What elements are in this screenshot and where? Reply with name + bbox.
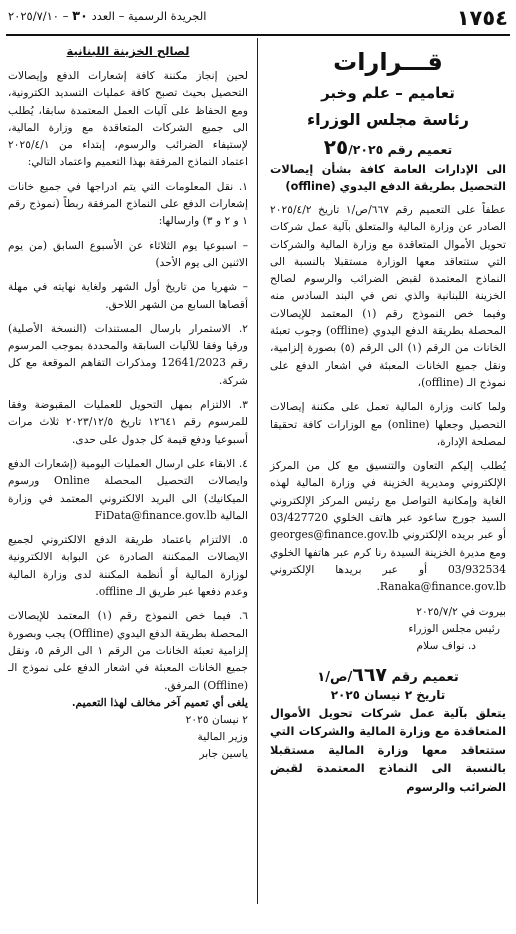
item-4: ٤. الابقاء على ارسال العمليات اليومية (إشعارات الدفع وايصالات التحصيل المحصلة Online ورسوم الميكانيك) الى البريد الالكتروني المعتمد في وزارة المالية FiData@finance.gov.lb [8,456,248,522]
closing-statement: يلغى أي تعميم آخر مخالف لهذا التعميم. [71,695,248,709]
item-1: ١. نقل المعلومات التي يتم ادراجها في جميع خانات إشعارات الدفع على النماذج المرفقة ربطاً (نموذج رقم ١ و ٢ و ٣) وارسالها: [8,179,248,228]
circular-2-title: يتعلق بآلية عمل شركات تحويل الأموال المتعاقدة مع وزارة المالية والشركات التي ستتعاقد معها وزارة المالية مستقبلا بالنسبة الى النماذج المعتمدة لقبض الضرائب والرسوم [270,705,506,794]
circular-2-date: تاريخ ٢ نيسان ٢٠٢٥ [330,687,446,702]
gazette-issue-info [8,9,206,24]
item-2: ٢. الاستمرار بارسال المستندات (النسخة الأصلية) ورقيا وفقا للآليات السابقة والمحددة بموجب المرسوم رقم 12641/2023 ومذكرات التفاهم الموقعة مع كل شركة. [8,321,249,387]
continued-heading: لصالح الخزينة اللبنانية [66,44,190,58]
left-signer-title: وزير المالية [197,730,248,744]
paragraph-1: عطفاً على التعميم رقم ٦٦٧/ص/١ تاريخ ٢٠٢٥/٤/٢ الصادر عن وزارة المالية والمتعلق بآلية عمل شركات تحويل الأموال المتعاقدة مع وزارة المالية والشركات التي ستتعاقد معها الوزارة مستقبلا بالنسبة الى النماذج المعتمدة لقبض الضرائب والرسوم لصالح الخزينة اللبنانية والذي نص في البند السادس منه وفيما خص النموذج رقم (١) المعتمد للإيصالات المحصلة بطريقة الدفع اليدوي (offline) وجوب تعبئة الخانات من الرقم (١) الى الرقم (٥) بصورة إلزامية، ونقل جميع الخانات المعبئة في اشعار الدفع على نموذج الـ (offline)، [270,203,507,389]
paragraph-3: يُطلب إليكم التعاون والتنسيق مع كل من المركز الإلكتروني ومديرية الخزينة في وزارة المالية لهذه الغاية وإمكانية التواصل مع رئيس المركز الإلكتروني السيد جورج ساعود عبر هاتف الخلوي 03/427720 أو عبر بريده الإلكتروني georges@finance.gov.lb ومع مديرة الخزينة السيدة رنا كرم عبر هاتفها الخلوي 03/932534 أو عبر بريدها الإلكتروني Ranaka@finance.gov.lb. [270,459,506,594]
item-1-weekly: – اسبوعيا يوم الثلاثاء عن الأسبوع السابق (من يوم الاثنين الى يوم الأحد) [8,238,248,269]
left-signer-name: ياسين جابر [199,747,248,761]
signer-title: رئيس مجلس الوزراء [408,621,500,635]
circular-year: /٢٠٢٥ [348,142,384,157]
item-6: ٦. فيما خص النموذج رقم (١) المعتمد للإيصالات المحصلة بطريقة الدفع اليدوي (Offline) يجب وبصورة إلزامية تعبئة الخانات من الرقم ١ الى الرقم ٥، ونقل جميع الخانات المعبئة في اشعار الدفع على نموذج الـ (Offline) المرفق. [7,609,249,692]
office-title: رئاسة مجلس الوزراء [307,110,469,129]
page-header [0,0,516,38]
issue-number: ٣٠ [72,9,88,24]
header-rule [6,34,510,36]
circular-2-prefix: تعميم رقم [391,669,459,685]
left-column [8,44,248,762]
circular-prefix: تعميم رقم [387,142,453,157]
column-divider [257,38,258,904]
issue-date: – ٢٠٢٥/٧/١٠ [8,9,69,23]
circular-2-number [270,664,506,686]
circular-2-num: ٦٦٧ [352,663,388,686]
circular-number [270,135,506,159]
item-3: ٣. الالتزام بمهل التحويل للعمليات المقبوضة وفقا للمرسوم رقم ١٢٦٤١ تاريخ ٢٠٢٣/١٢/٥ ثلاث مرات أسبوعيا ودفع قيمة كل جدول على حدى. [8,398,248,446]
left-date: ٢ نيسان ٢٠٢٥ [185,713,248,727]
page-number: ١٧٥٤ [456,6,508,30]
subsection-title: تعاميم – علم وخبر [321,84,455,102]
circular-heading: الى الإدارات العامة كافة بشأن إيصالات التحصيل بطريقة الدفع اليدوي (offline) [270,163,506,193]
right-column [270,44,506,797]
signer-name: د. نواف سلام [416,638,476,652]
circular-num: ٢٥ [323,135,349,159]
item-5: ٥. الالتزام باعتماد طريقة الدفع الالكتروني لجميع الايصالات الممكننة الصادرة عن البوابة الالكترونية لوزارة المالية أو أنظمة المكننة لدى وزارة المالية وعدم دفعها عبر طريق الـ offline. [8,533,248,599]
section-title: قـــرارات [333,48,443,76]
circular-2-suffix: /ص/١ [317,669,353,685]
gazette-name: الجريدة الرسمية – العدد [91,9,207,23]
intro-paragraph: لحين إنجاز مكننة كافة إشعارات الدفع وإيصالات التحصيل بحيث تصبح كافة عمليات التسديد الكترونية، ومع الحفاظ على آليات العمل المعتمدة سابقا، يُطلب الى جميع الشركات المتعاقدة مع وزارة المالية، لإستيفاء الضرائب والرسوم، إبتداء من ٢٠٢٥/٤/١ اعتماد النماذج المرفقة بهذا التعميم واعتماد التالي: [8,69,248,169]
paragraph-2: ولما كانت وزارة المالية تعمل على مكننة إيصالات التحصيل وجعلها (online) مع الوزارات كافة تحقيقا لمصلحة الإدارة، [270,400,507,448]
item-1-monthly: – شهريا من تاريخ أول الشهر ولغاية نهايته في مهلة أقصاها السابع من الشهر اللاحق. [8,280,248,311]
place-date: بيروت في ٢٠٢٥/٧/٢ [416,604,506,618]
